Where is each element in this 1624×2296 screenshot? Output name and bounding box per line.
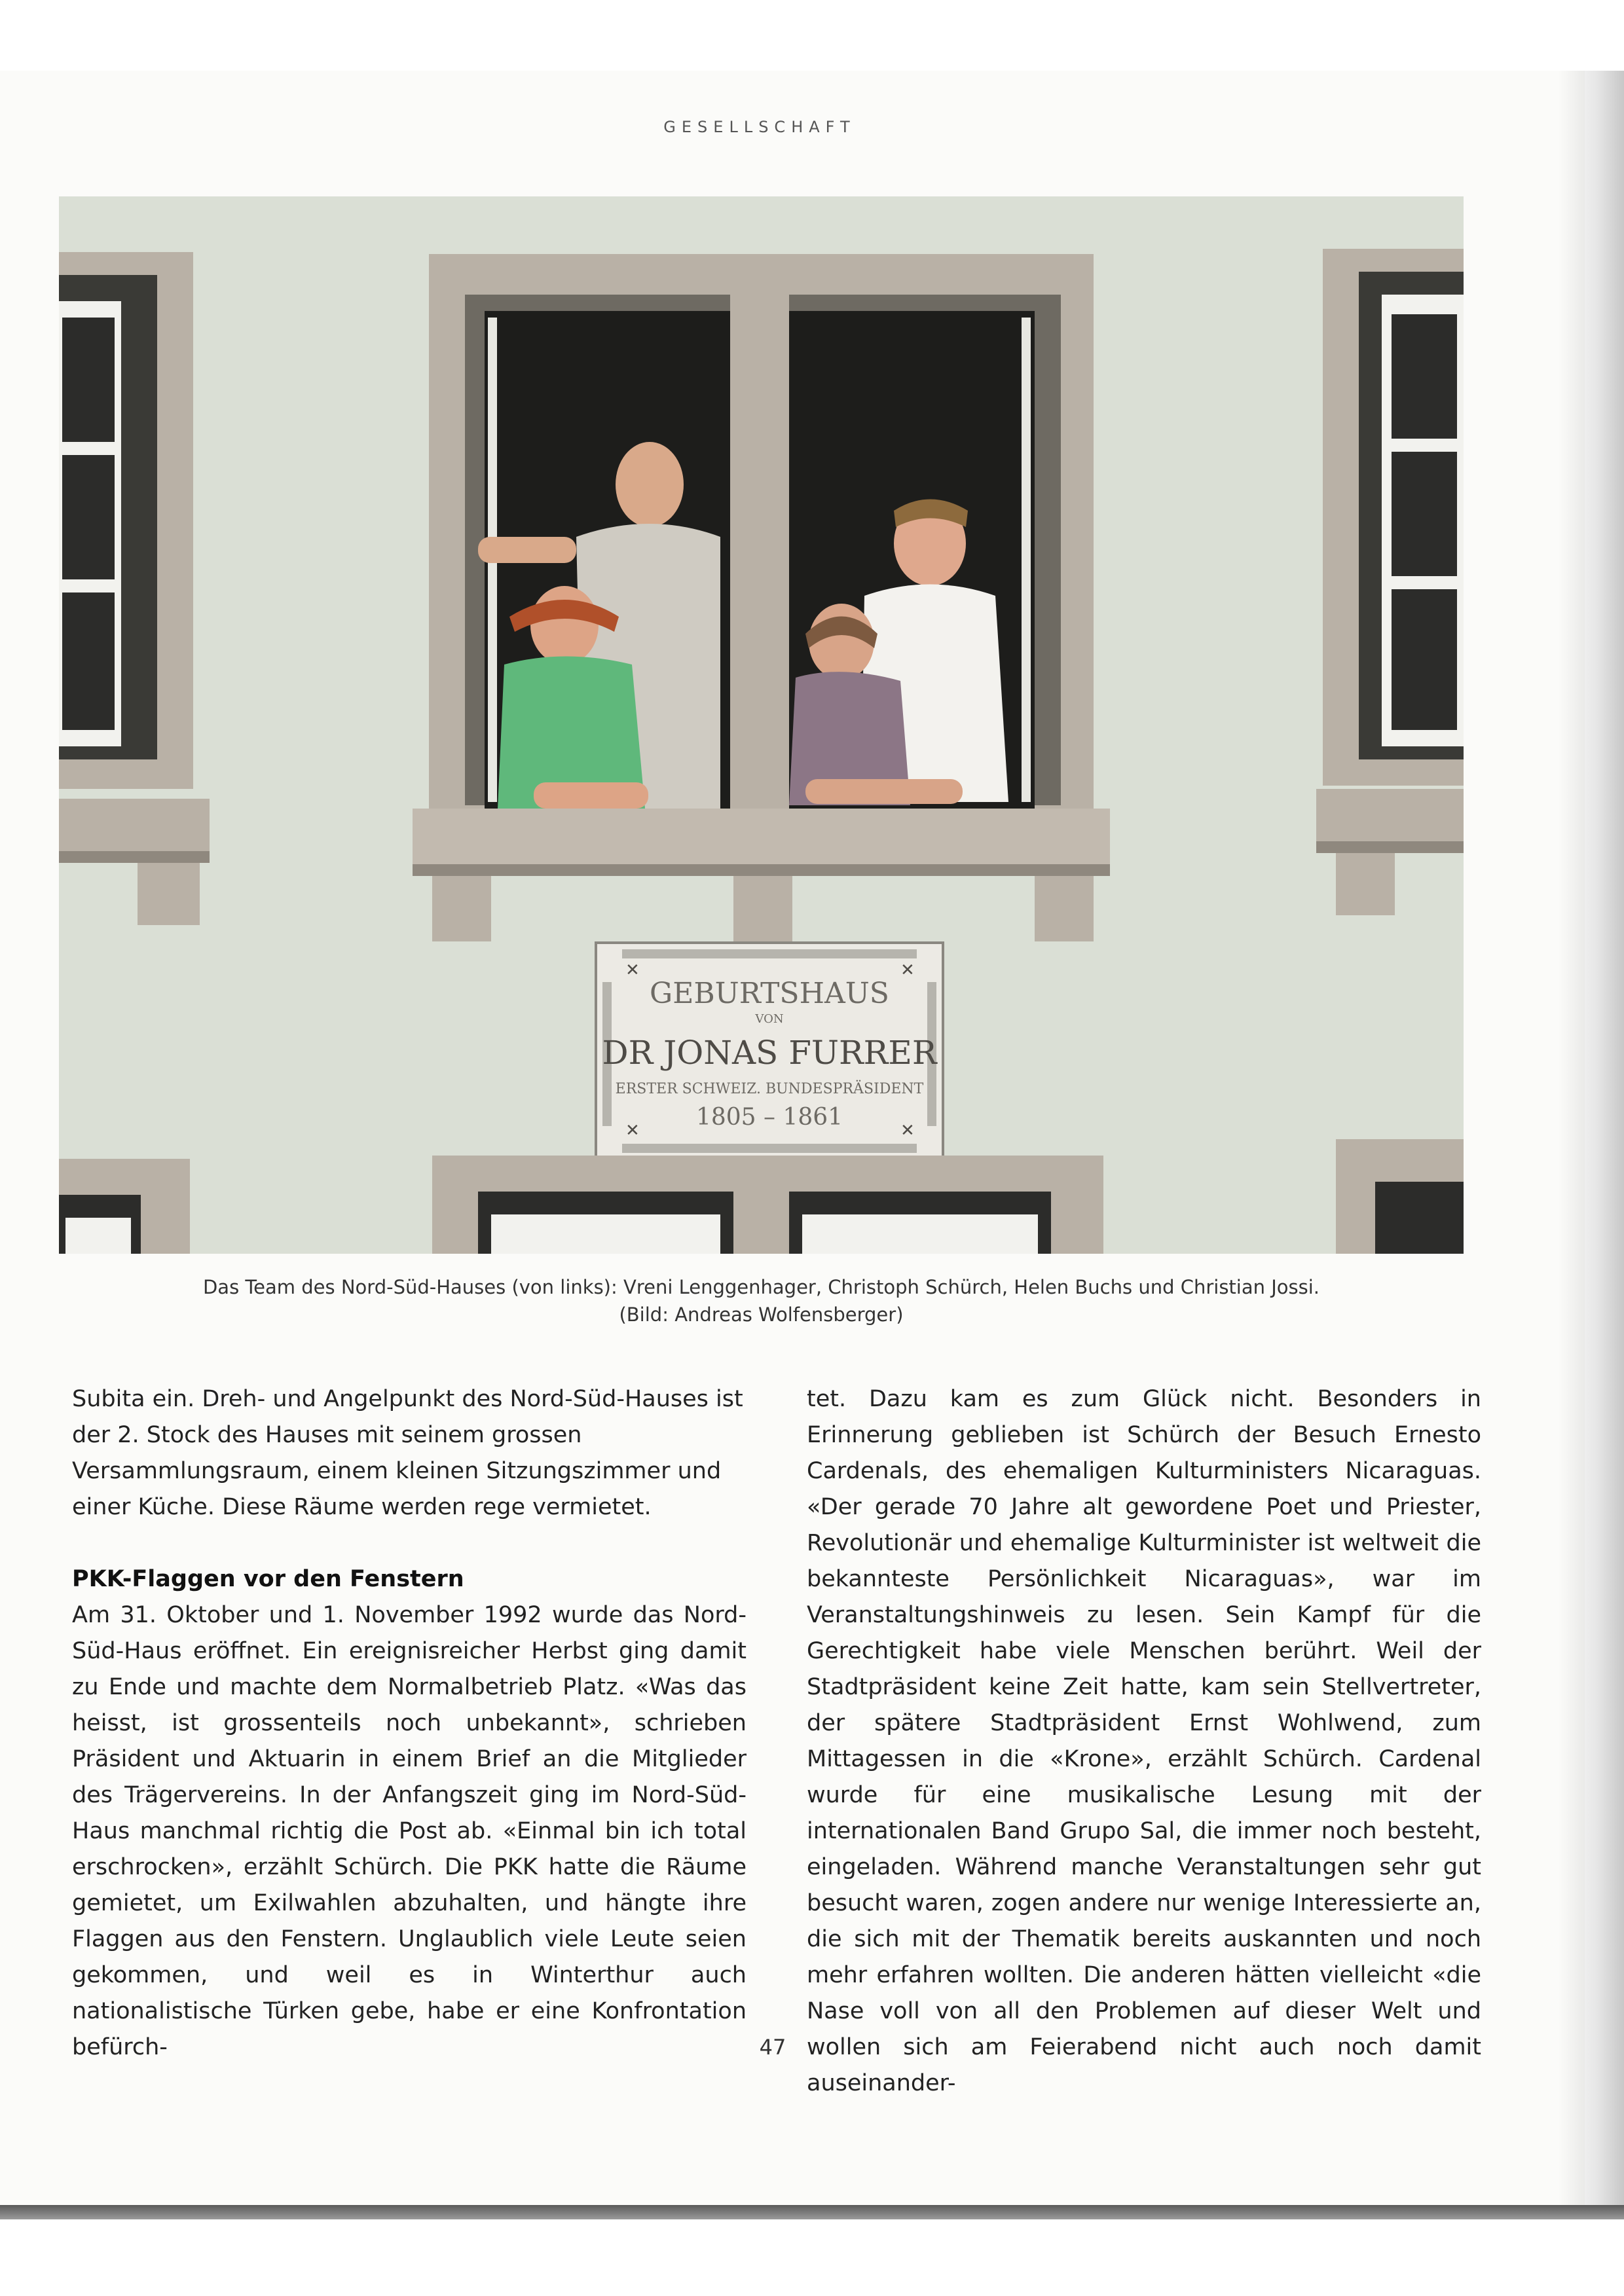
article-paragraph-left: Am 31. Oktober und 1. November 1992 wurde das Nord-Süd-Haus eröffnet. Ein ereignisreicher Herbst ging damit zu Ende und machte dem Normalbetrieb Platz. «Was das heisst, ist grossenteils noch unbekannt», schrieben Präsident und Aktuarin in einem Brief an die Mitglieder des Trägervereins. In der Anfangszeit ging im Nord-Süd-Haus manchmal richtig die Post ab. «Einmal bin ich total erschrocken», erzählt Schürch. Die PKK hatte die Räume gemietet, um Exilwahlen abzuhalten, und hängte ihre Flaggen aus den Fenstern. Unglaublich viele Leute seien gekommen, und weil es in Winterthur auch nationalistische Türken gebe, habe er eine Konfrontation befürch- [72, 1602, 747, 2060]
central-window [413, 254, 1110, 941]
caption-line-1: Das Team des Nord-Süd-Hauses (von links): Vreni Lenggenhager, Christoph Schürch, Helen Buchs und Christian Jossi. [202, 1276, 1320, 1298]
commemorative-plaque [596, 943, 943, 1159]
article-paragraph-right: tet. Dazu kam es zum Glück nicht. Besonders in Erinnerung geblieben ist Schürch der Besuch Ernesto Cardenals, des ehemaligen Kulturministers Nicaraguas. «Der gerade 70 Jahre alt gewordene Poet und Priester, Revolutionär und ehemalige Kulturminister ist weltweit die bekannteste Persönlichkeit Nicaraguas», war im Veranstaltungshinweis zu lesen. Sein Kampf für die Gerechtigkeit habe viele Menschen berührt. Weil der Stadtpräsident keine Zeit hatte, kam sein Stellvertreter, der spätere Stadtpräsident Ernst Wohlwend, zum Mittagessen in die «Krone», erzählt Schürch. Cardenal wurde für eine musikalische Lesung mit der internationalen Band Grupo Sal, die immer noch besteht, eingeladen. Während manche Veranstaltungen sehr gut besucht waren, zogen andere nur wenige Interessierte an, die sich mit der Thematik bereits auskannten und noch mehr erfahren wollten. Die anderen hätten vielleicht «die Nase voll von all den Problemen auf dieser Welt und wollen sich am Feierabend nicht auch noch damit auseinander- [807, 1386, 1481, 2096]
plaque-line-5: 1805 – 1861 [695, 1104, 843, 1131]
svg-text:✕: ✕ [625, 1121, 640, 1140]
plaque-line-4: ERSTER SCHWEIZ. BUNDESPRÄSIDENT [615, 1081, 924, 1097]
spine-shadow [1559, 71, 1624, 2205]
svg-text:✕: ✕ [900, 1121, 915, 1140]
article-column-right [807, 1381, 1481, 2102]
svg-text:✕: ✕ [625, 960, 640, 980]
page-bottom-edge [0, 2205, 1624, 2219]
section-heading: PKK-Flaggen vor den Fenstern [72, 1566, 464, 1592]
plaque-line-1: GEBURTSHAUS [650, 977, 889, 1010]
svg-text:✕: ✕ [900, 960, 915, 980]
article-column-left [72, 1381, 747, 2066]
scan-background [0, 2219, 1624, 2296]
team-photo [59, 196, 1464, 1254]
article-intro-paragraph: Subita ein. Dreh- und Angelpunkt des Nord-Süd-Hauses ist der 2. Stock des Hauses mit seinem grossen Versammlungsraum, einem kleinen Sitzungszimmer und einer Küche. Diese Räume werden rege vermietet. [72, 1386, 743, 1520]
right-window [1316, 249, 1464, 915]
page-number: 47 [759, 2035, 786, 2060]
plaque-line-3: DR JONAS FURRER [602, 1034, 937, 1072]
caption-credit: (Bild: Andreas Wolfensberger) [619, 1303, 904, 1326]
section-label: GESELLSCHAFT [663, 118, 856, 136]
photo-caption [59, 1273, 1464, 1328]
left-window [59, 252, 210, 925]
plaque-line-2: VON [755, 1012, 784, 1026]
